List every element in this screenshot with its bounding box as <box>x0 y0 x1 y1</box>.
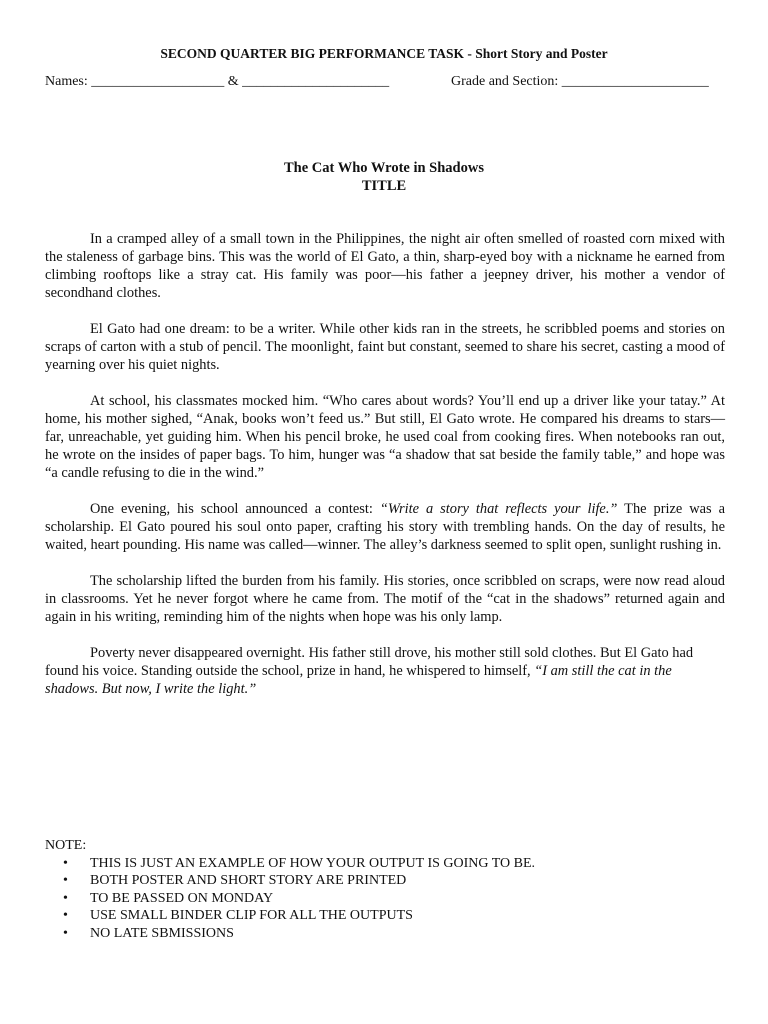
note-item-text: TO BE PASSED ON MONDAY <box>90 890 274 906</box>
story-paragraph: El Gato had one dream: to be a writer. While other kids ran in the streets, he scribbled poems and stories on scraps of carton with a stub of pencil. The moonlight, faint but constant, seemed to share his secret, casting a mood of yearning over his quiet nights. <box>45 321 725 373</box>
story-paragraph <box>45 500 725 554</box>
closing-quote: “I am still the cat in the shadows. But now, I write the light.” <box>45 663 672 697</box>
note-item-text: BOTH POSTER AND SHORT STORY ARE PRINTED <box>90 873 407 888</box>
story-paragraph: The scholarship lifted the burden from his family. His stories, once scribbled on scraps, were now read aloud in classrooms. Yet he never forgot where he came from. The motif of the “cat in the shadows” returned again and again in his writing, reminding him of the nights when hope was his only lamp. <box>45 573 725 625</box>
names-field-label: Names: ___________________ & _____________________ <box>45 74 390 89</box>
bullet-icon: • <box>63 925 68 941</box>
bullet-icon: • <box>63 890 68 906</box>
note-title: NOTE: <box>45 838 87 853</box>
story-paragraph: In a cramped alley of a small town in the Philippines, the night air often smelled of roasted corn mixed with the staleness of garbage bins. This was the world of El Gato, a thin, sharp-eyed boy with a nickname he earned from climbing rooftops like a stray cat. His family was poor—his father a jeepney driver, his mother a vendor of secondhand clothes. <box>45 231 725 301</box>
contest-quote: “Write a story that reflects your life.” <box>379 501 618 517</box>
title-caption: TITLE <box>361 178 407 194</box>
task-title: SECOND QUARTER BIG PERFORMANCE TASK - Short Story and Poster <box>160 46 608 61</box>
grade-section-field-label: Grade and Section: _____________________ <box>451 74 709 89</box>
story-title: The Cat Who Wrote in Shadows <box>284 160 484 176</box>
note-item <box>45 907 725 925</box>
paragraph-rest-text: The prize was a scholarship. El Gato poured his soul onto paper, crafting his story with trembling hands. On the day of results, he waited, heart pounding. His name was called—winner. The alley’s darkness seemed to split open, sunlight rushing in. <box>45 501 725 553</box>
note-item <box>45 872 725 890</box>
bullet-icon: • <box>63 908 68 923</box>
story-paragraph: At school, his classmates mocked him. “Who cares about words? You’ll end up a driver like your tatay.” At home, his mother sighed, “Anak, books won’t feed us.” But still, El Gato wrote. He compared his dreams to stars—far, unreachable, yet guiding him. When his pencil broke, he used coal from cooking fires. When notebooks ran out, he wrote on the insides of paper bags. To him, hunger was “a shadow that sat beside the family table,” and hope was “a candle refusing to die in the wind.” <box>45 393 725 481</box>
bullet-icon: • <box>63 855 68 871</box>
note-item <box>45 925 725 943</box>
note-item-text: USE SMALL BINDER CLIP FOR ALL THE OUTPUTS <box>90 908 413 923</box>
note-item-text: THIS IS JUST AN EXAMPLE OF HOW YOUR OUTPUT IS GOING TO BE. <box>90 855 536 871</box>
story-body <box>45 230 725 716</box>
story-paragraph <box>45 644 725 698</box>
story-title-block <box>0 159 768 195</box>
bullet-icon: • <box>63 873 68 888</box>
paragraph-lead-text: Poverty never disappeared overnight. His father still drove, his mother still sold clothes. But El Gato had found his voice. Standing outside the school, prize in hand, he whispered to himself, <box>45 645 694 679</box>
paragraph-lead-text: One evening, his school announced a contest: <box>90 501 380 517</box>
note-item-text: NO LATE SBMISSIONS <box>90 925 234 941</box>
note-item <box>45 855 725 873</box>
note-list <box>45 855 725 943</box>
note-item <box>45 890 725 908</box>
note-section <box>45 837 725 942</box>
